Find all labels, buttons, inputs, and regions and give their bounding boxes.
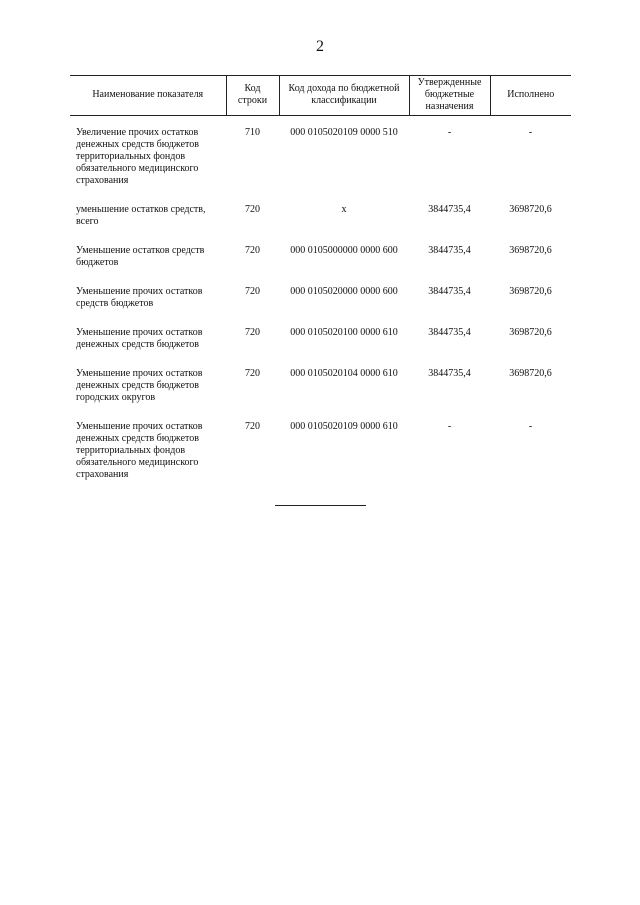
row-code: 720 (245, 368, 260, 379)
row-executed: 3698720,6 (509, 368, 552, 379)
row-executed: - (528, 421, 533, 432)
row-approved: 3844735,4 (428, 204, 471, 215)
table-row (70, 421, 571, 498)
table-row (70, 368, 571, 421)
row-kbk: 000 0105000000 0000 600 (290, 245, 398, 256)
table-body (70, 116, 571, 499)
row-executed: 3698720,6 (509, 286, 552, 297)
row-code: 720 (245, 327, 260, 338)
row-executed: 3698720,6 (509, 245, 552, 256)
row-name: уменьшение остатков средств, всего (76, 204, 206, 227)
end-of-document-rule (275, 505, 366, 506)
header-executed: Исполнено (490, 76, 571, 116)
header-name: Наименование показателя (70, 76, 226, 116)
budget-report-table (70, 75, 571, 498)
row-executed: 3698720,6 (509, 204, 552, 215)
table-row (70, 204, 571, 245)
row-code: 720 (245, 204, 260, 215)
table-row (70, 327, 571, 368)
row-kbk: 000 0105020109 0000 510 (290, 127, 398, 138)
row-kbk: 000 0105020104 0000 610 (290, 368, 398, 379)
row-executed: 3698720,6 (509, 327, 552, 338)
row-approved: 3844735,4 (428, 368, 471, 379)
row-approved: 3844735,4 (428, 327, 471, 338)
table-row (70, 286, 571, 327)
header-approved: Утвержденные бюджетные назначения (409, 76, 490, 116)
row-code: 710 (245, 127, 260, 138)
row-approved: 3844735,4 (428, 286, 471, 297)
table-row (70, 116, 571, 205)
row-kbk: x (341, 204, 347, 215)
row-name: Уменьшение остатков средств бюджетов (76, 245, 205, 268)
row-name: Увеличение прочих остатков денежных средств бюджетов территориальных фондов обязательного медицинского страхования (76, 127, 199, 186)
row-name: Уменьшение прочих остатков денежных средств бюджетов территориальных фондов обязательного медицинского страхования (76, 421, 203, 480)
row-kbk: 000 0105020109 0000 610 (290, 421, 398, 432)
page-number: 2 (316, 38, 324, 55)
row-name: Уменьшение прочих остатков средств бюджетов (76, 286, 203, 309)
row-code: 720 (245, 245, 260, 256)
row-name: Уменьшение прочих остатков денежных средств бюджетов городских округов (76, 368, 203, 403)
row-code: 720 (245, 286, 260, 297)
row-kbk: 000 0105020000 0000 600 (290, 286, 398, 297)
row-kbk: 000 0105020100 0000 610 (290, 327, 398, 338)
table-row (70, 245, 571, 286)
row-name: Уменьшение прочих остатков денежных средств бюджетов (76, 327, 203, 350)
row-executed: - (528, 127, 533, 138)
header-code: Код строки (226, 76, 279, 116)
row-approved: - (447, 127, 452, 138)
row-approved: 3844735,4 (428, 245, 471, 256)
header-kbk: Код дохода по бюджетной классификации (279, 76, 409, 116)
row-approved: - (447, 421, 452, 432)
table-header (70, 76, 571, 116)
row-code: 720 (245, 421, 260, 432)
